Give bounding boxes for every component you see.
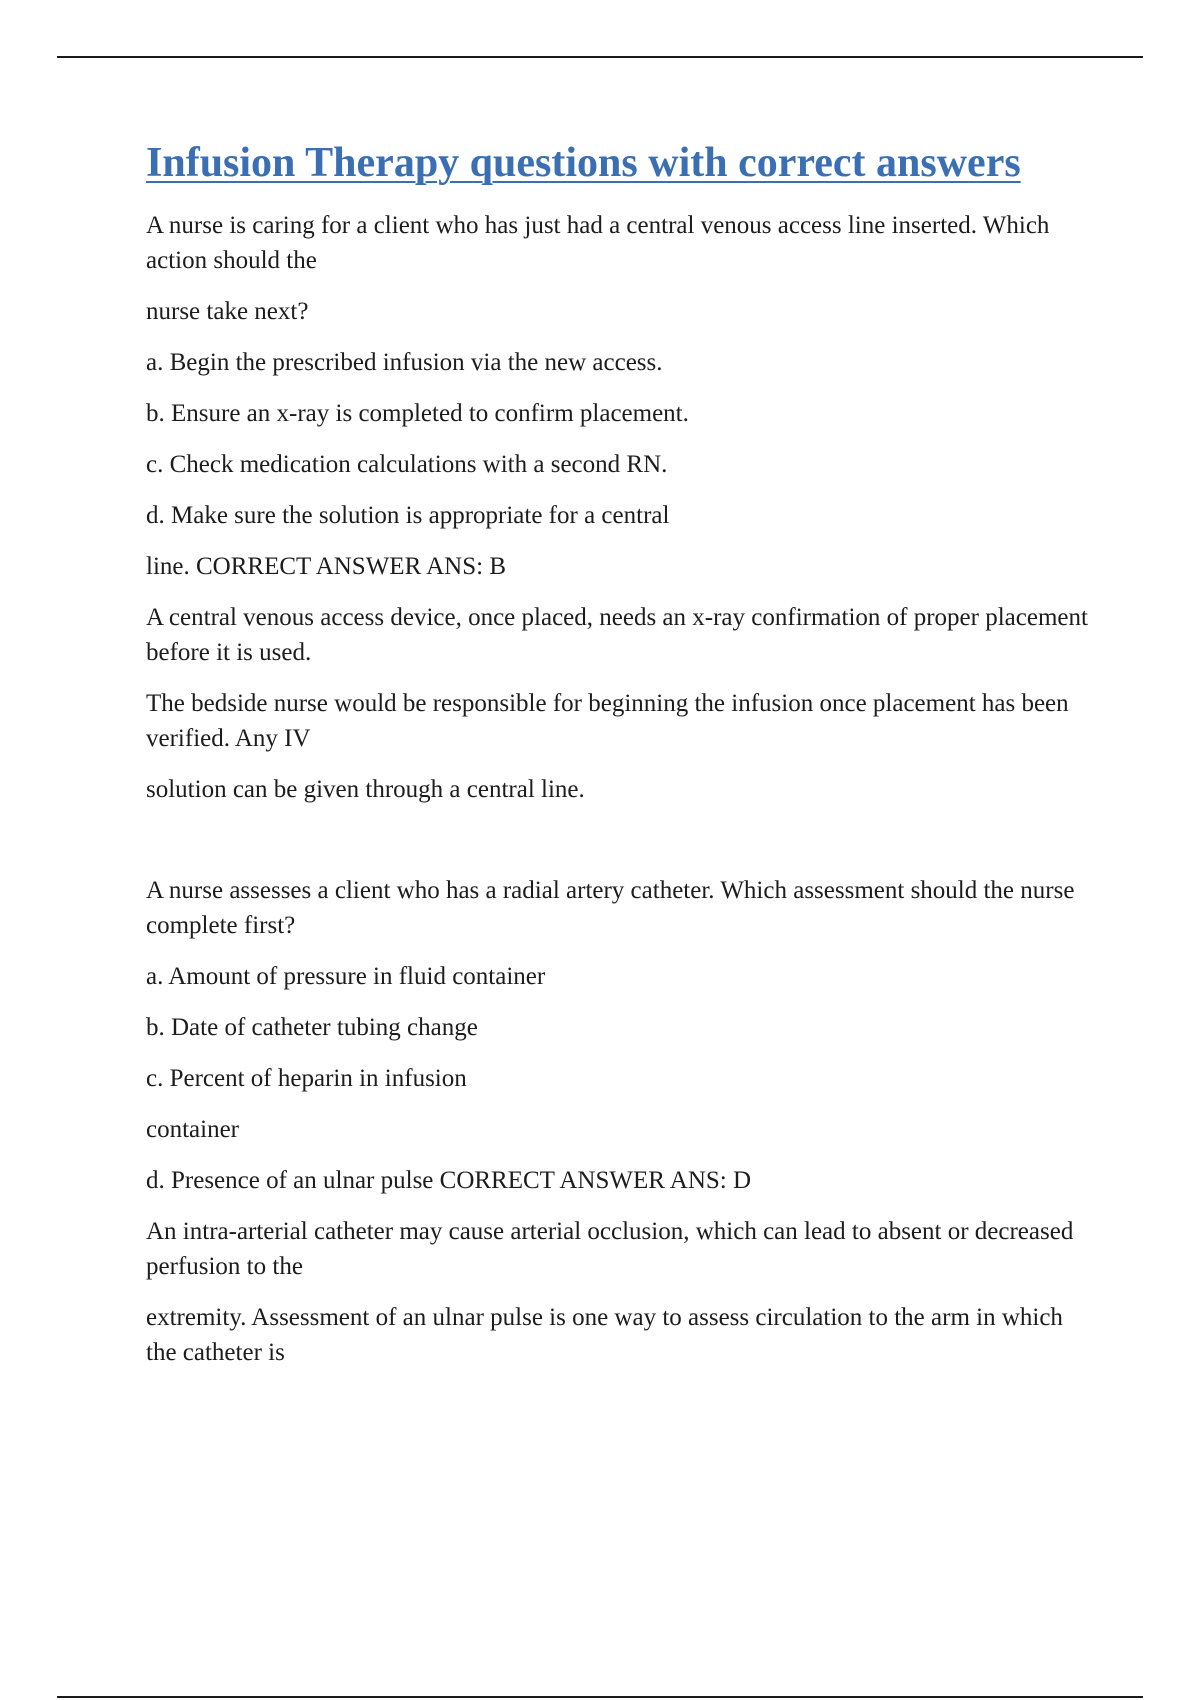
question-1-rationale-1: A central venous access device, once placed, needs an x-ray confirmation of proper placement before it is used. (146, 604, 1088, 667)
question-1-option-b: b. Ensure an x-ray is completed to confirm placement. (146, 400, 689, 428)
document-title: Infusion Therapy questions with correct answers (146, 140, 1021, 186)
question-2-rationale-2: extremity. Assessment of an ulnar pulse is one way to assess circulation to the arm in which the catheter is (146, 1304, 1063, 1367)
question-1-rationale-3: solution can be given through a central line. (146, 776, 585, 804)
document-body (146, 138, 1096, 1386)
question-2-option-a: a. Amount of pressure in fluid container (146, 963, 546, 991)
question-1-option-a: a. Begin the prescribed infusion via the new access. (146, 349, 663, 377)
question-1-rationale-2: The bedside nurse would be responsible for beginning the infusion once placement has been verified. Any IV (146, 690, 1069, 753)
header-rule (57, 56, 1143, 58)
question-1 (146, 208, 1096, 807)
question-1-option-c: c. Check medication calculations with a second RN. (146, 451, 668, 479)
question-2 (146, 873, 1096, 1370)
question-2-option-b: b. Date of catheter tubing change (146, 1014, 478, 1042)
question-2-rationale-1: An intra-arterial catheter may cause arterial occlusion, which can lead to absent or decreased perfusion to the (146, 1218, 1074, 1281)
question-1-option-d: d. Make sure the solution is appropriate for a central (146, 502, 670, 530)
question-2-option-c-continued: container (146, 1116, 240, 1144)
question-2-option-d-answer: d. Presence of an ulnar pulse CORRECT ANSWER ANS: D (146, 1167, 752, 1195)
question-1-stem-line-1: A nurse is caring for a client who has just had a central venous access line inserted. Which action should the (146, 212, 1050, 275)
question-2-option-c: c. Percent of heparin in infusion (146, 1065, 467, 1093)
footer-rule (57, 1696, 1143, 1698)
question-spacer (146, 823, 1096, 873)
question-1-stem-line-2: nurse take next? (146, 298, 309, 326)
question-2-stem: A nurse assesses a client who has a radial artery catheter. Which assessment should the nurse complete first? (146, 877, 1075, 940)
question-1-answer: line. CORRECT ANSWER ANS: B (146, 553, 507, 581)
